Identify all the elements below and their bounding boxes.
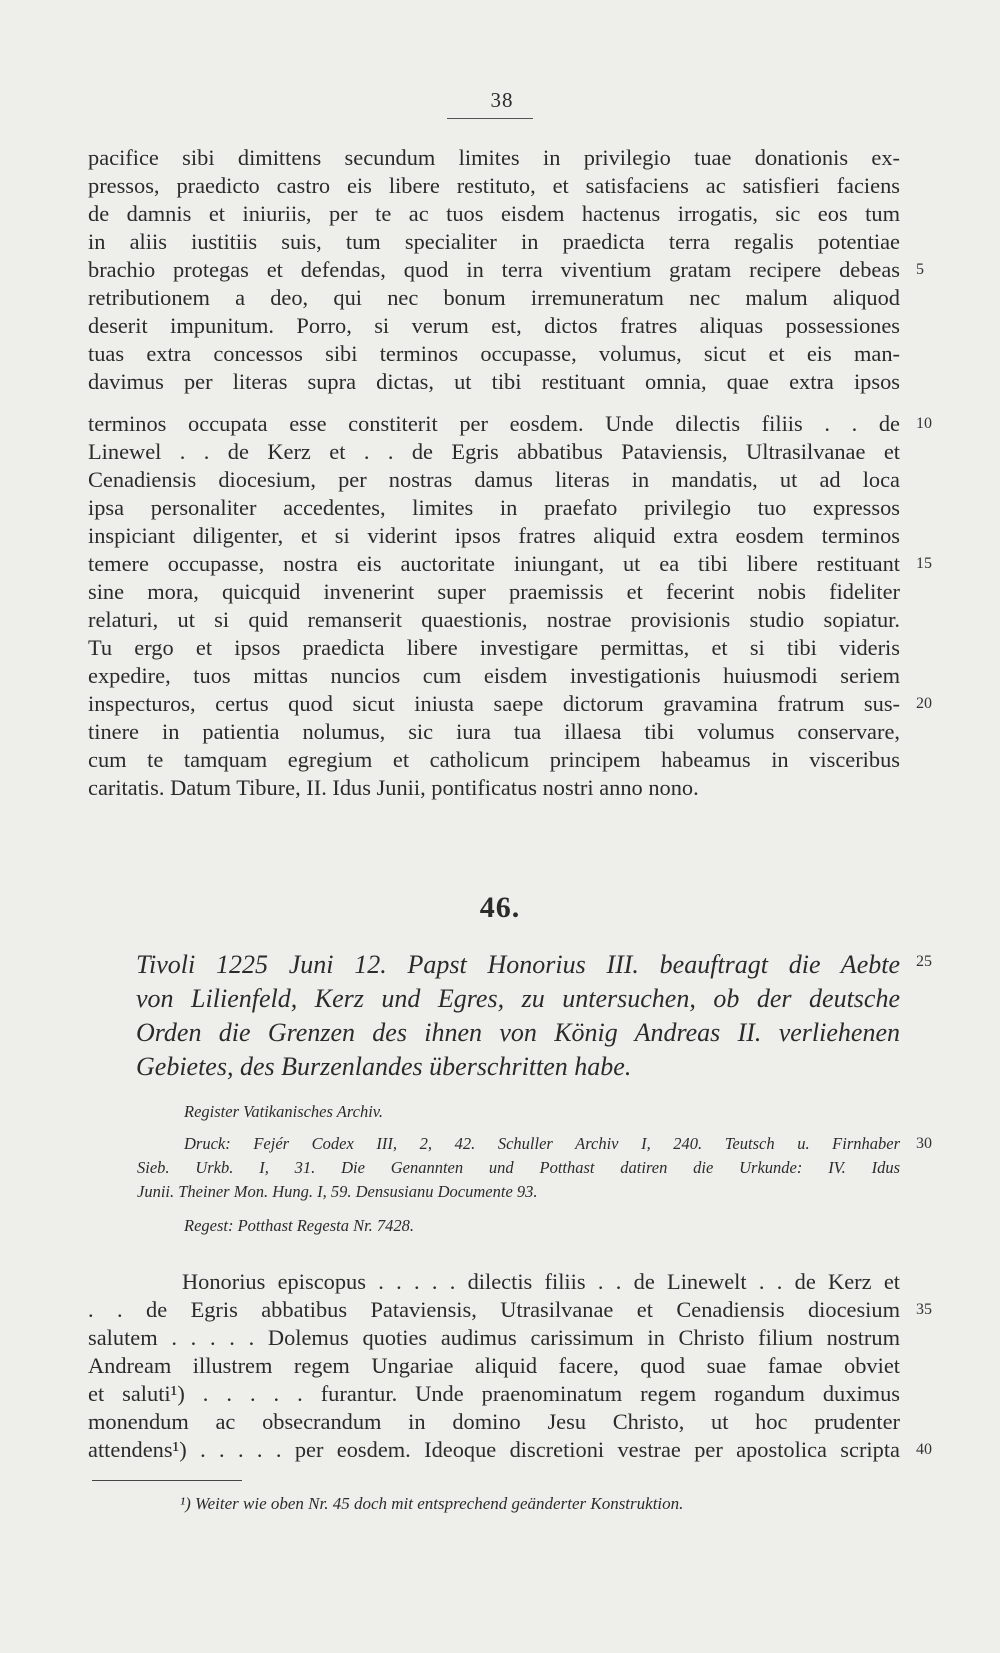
margin-line-number: 25 [916, 953, 932, 970]
body-line: sine mora, quicquid invenerint super praemissis et fecerint nobis fideliter [88, 579, 900, 604]
letter-line: monendum ac obsecrandum in domino Jesu Christo, ut hoc prudenter [88, 1409, 900, 1434]
page-number: 38 [490, 88, 514, 112]
document-number: 46. [479, 891, 521, 924]
body-line: terminos occupata esse constiterit per eosdem. Unde dilectis filiis . . de [88, 411, 900, 436]
footnote: ¹) Weiter wie oben Nr. 45 doch mit entsprechend geänderter Konstruktion. [180, 1494, 684, 1513]
heading-line: Tivoli 1225 Juni 12. Papst Honorius III. beauftragt die Aebte [136, 950, 900, 979]
margin-line-number: 20 [916, 695, 932, 712]
letter-line: attendens¹) . . . . . per eosdem. Ideoque discretioni vestrae per apostolica scripta [88, 1437, 900, 1462]
body-line: tuas extra concessos sibi terminos occupasse, volumus, sicut et eis man- [88, 341, 900, 366]
margin-line-number: 30 [916, 1135, 932, 1152]
body-line: temere occupasse, nostra eis auctoritate iniungant, ut ea tibi libere restituant [88, 551, 900, 576]
margin-line-number: 15 [916, 555, 932, 572]
footnote-rule [92, 1480, 242, 1481]
body-line: brachio protegas et defendas, quod in terra viventium gratam recipere debeas [88, 257, 900, 282]
source-regest: Regest: Potthast Regesta Nr. 7428. [184, 1216, 415, 1235]
body-line: davimus per literas supra dictas, ut tibi restituant omnia, quae extra ipsos [88, 369, 900, 394]
source-druck-line: Junii. Theiner Mon. Hung. I, 59. Densusianu Documente 93. [137, 1182, 538, 1201]
body-line: caritatis. Datum Tibure, II. Idus Junii, pontificatus nostri anno nono. [88, 775, 699, 800]
body-line: inspecturos, certus quod sicut iniusta saepe dictorum gravamina fratrum sus- [88, 691, 900, 716]
letter-line: . . de Egris abbatibus Pataviensis, Utrasilvanae et Cenadiensis diocesium [88, 1297, 900, 1322]
source-register: Register Vatikanisches Archiv. [184, 1102, 384, 1121]
body-line: deserit impunitum. Porro, si verum est, dictos fratres aliquas possessiones [88, 313, 900, 338]
heading-line: von Lilienfeld, Kerz und Egres, zu untersuchen, ob der deutsche [136, 984, 900, 1013]
margin-line-number: 10 [916, 415, 932, 432]
body-line: in aliis iustitiis suis, tum specialiter in praedicta terra regalis potentiae [88, 229, 900, 254]
letter-line: salutem . . . . . Dolemus quoties audimus carissimum in Christo filium nostrum [88, 1325, 900, 1350]
page-number-rule [447, 118, 533, 119]
letter-line: Andream illustrem regem Ungariae aliquid facere, quod suae famae obviet [88, 1353, 900, 1378]
body-line: ipsa personaliter accedentes, limites in praefato privilegio tuo expressos [88, 495, 900, 520]
body-line: pacifice sibi dimittens secundum limites in privilegio tuae donationis ex- [88, 145, 900, 170]
heading-line: Gebietes, des Burzenlandes überschritten habe. [136, 1052, 632, 1081]
body-line: cum te tamquam egregium et catholicum principem habeamus in visceribus [88, 747, 900, 772]
body-line: Cenadiensis diocesium, per nostras damus literas in mandatis, ut ad loca [88, 467, 900, 492]
body-line: expedire, tuos mittas nuncios cum eisdem investigationis huiusmodi seriem [88, 663, 900, 688]
letter-line: et saluti¹) . . . . . furantur. Unde praenominatum regem rogandum duximus [88, 1381, 900, 1406]
heading-line: Orden die Grenzen des ihnen von König Andreas II. verliehenen [136, 1018, 900, 1047]
body-line: Linewel . . de Kerz et . . de Egris abbatibus Pataviensis, Ultrasilvanae et [88, 439, 900, 464]
letter-line: Honorius episcopus . . . . . dilectis filiis . . de Linewelt . . de Kerz et [182, 1269, 900, 1294]
margin-line-number: 5 [916, 261, 924, 278]
body-line: tinere in patientia nolumus, sic iura tua illaesa tibi volumus conservare, [88, 719, 900, 744]
body-line: de damnis et iniuriis, per te ac tuos eisdem hactenus irrogatis, sic eos tum [88, 201, 900, 226]
body-line: pressos, praedicto castro eis libere restituto, et satisfaciens ac satisfieri faciens [88, 173, 900, 198]
body-line: retributionem a deo, qui nec bonum irremuneratum nec malum aliquod [88, 285, 900, 310]
body-line: relaturi, ut si quid remanserit quaestionis, nostrae provisionis studio sopiatur. [88, 607, 900, 632]
body-line: inspiciant diligenter, et si viderint ipsos fratres aliquid extra eosdem terminos [88, 523, 900, 548]
margin-line-number: 40 [916, 1441, 932, 1458]
source-druck-line: Druck: Fejér Codex III, 2, 42. Schuller Archiv I, 240. Teutsch u. Firnhaber [184, 1134, 900, 1153]
source-druck-line: Sieb. Urkb. I, 31. Die Genannten und Potthast datiren die Urkunde: IV. Idus [137, 1158, 900, 1177]
margin-line-number: 35 [916, 1301, 932, 1318]
body-line: Tu ergo et ipsos praedicta libere investigare permittas, et si tibi videris [88, 635, 900, 660]
